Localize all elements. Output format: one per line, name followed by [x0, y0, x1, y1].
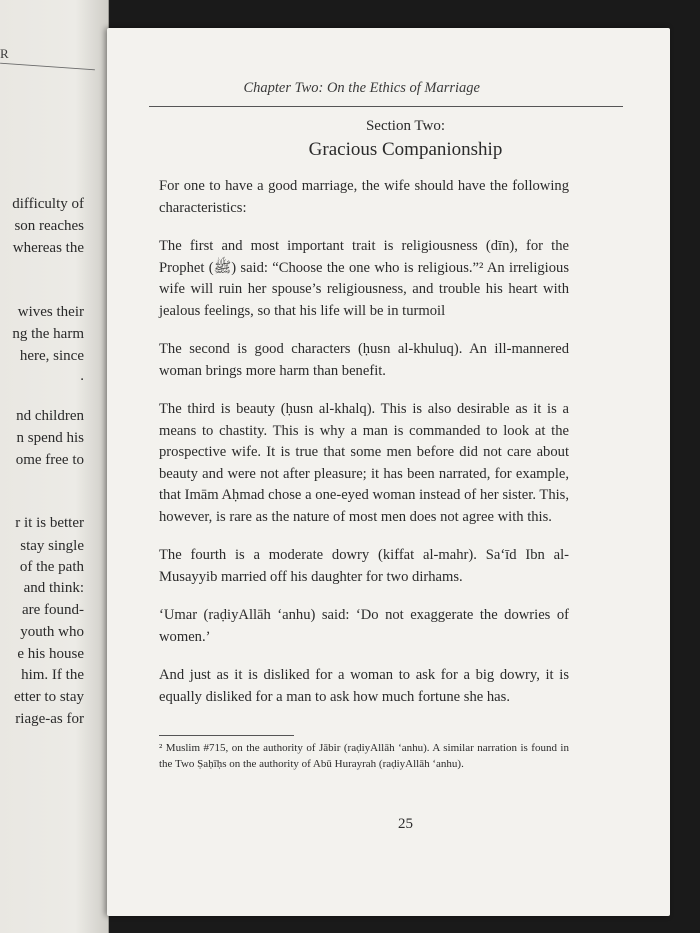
left-text-fragment: are found-	[21, 602, 84, 618]
footnote-rule	[159, 735, 294, 736]
left-text-fragment: him. If the	[21, 667, 84, 683]
left-text-fragment: wives their	[17, 304, 84, 320]
left-text-fragment: ng the harm	[12, 326, 84, 342]
body-text	[159, 176, 569, 725]
page-number: 25	[398, 816, 413, 832]
paragraph: The first and most important trait is religiousness (dīn), for the Prophet (ﷺ) said: “Choose the one who is religious.”² An irreligious wife will ruin her spouse’s religiousness, and trouble his heart with jealous feelings, so that his life will be in turmoil	[159, 238, 569, 319]
left-running-head: R	[0, 46, 10, 61]
left-text-fragment: stay single	[20, 538, 84, 554]
paragraph: ‘Umar (raḍiyAllāh ‘anhu) said: ‘Do not exaggerate the dowries of women.’	[159, 607, 569, 645]
left-text-fragment: nd children	[16, 408, 84, 424]
paragraph: And just as it is disliked for a woman to ask for a big dowry, it is equally disliked for a man to ask how much fortune she has.	[159, 667, 569, 705]
left-text-fragment: and think:	[23, 580, 84, 596]
running-head: Chapter Two: On the Ethics of Marriage	[243, 80, 480, 96]
left-text-fragment: difficulty of	[12, 196, 84, 212]
header-rule	[149, 106, 623, 107]
left-text-fragment: son reaches	[14, 218, 84, 234]
section-label: Section Two:	[365, 118, 446, 134]
section-title: Gracious Companionship	[308, 139, 503, 160]
paragraph: The second is good characters (ḥusn al-khuluq). An ill-mannered woman brings more harm than benefit.	[159, 341, 569, 379]
left-text-fragment: whereas the	[12, 240, 84, 256]
paragraph: For one to have a good marriage, the wife should have the following characteristics:	[159, 178, 569, 216]
left-text-fragment: etter to stay	[14, 689, 84, 705]
footnote: ² Muslim #715, on the authority of Jābir (raḍiyAllāh ‘anhu). A similar narration is found in the Two Ṣaḥīḥs on the authority of Abū Hurayrah (raḍiyAllāh ‘anhu).	[159, 742, 569, 770]
left-page	[0, 0, 109, 933]
left-text-fragment: .	[80, 368, 84, 384]
paragraph: The fourth is a moderate dowry (kiffat al-mahr). Sa‘īd Ibn al-Musayyib married off his daughter for two dirhams.	[159, 547, 569, 585]
left-text-fragment: of the path	[19, 559, 84, 575]
left-header-rule	[0, 63, 95, 71]
left-text-fragment: riage-as for	[15, 711, 84, 727]
right-page	[107, 28, 670, 916]
left-text-fragment: ome free to	[15, 452, 84, 468]
left-text-fragment: e his house	[17, 646, 84, 662]
left-text-fragment: youth who	[20, 624, 84, 640]
left-text-fragment: n spend his	[16, 430, 84, 446]
left-text-fragment: r it is better	[15, 515, 84, 531]
paragraph: The third is beauty (ḥusn al-khalq). This is also desirable as it is a means to chastity. This is why a man is commanded to look at the prospective wife. It is true that some men before did not care about beauty and were not after pleasure; it has been narrated, for example, that Imām Aḥmad chose a one-eyed woman instead of her sister. This, however, is rare as the nature of most men does not agree with this.	[159, 401, 569, 525]
left-text-fragment: here, since	[19, 348, 84, 364]
